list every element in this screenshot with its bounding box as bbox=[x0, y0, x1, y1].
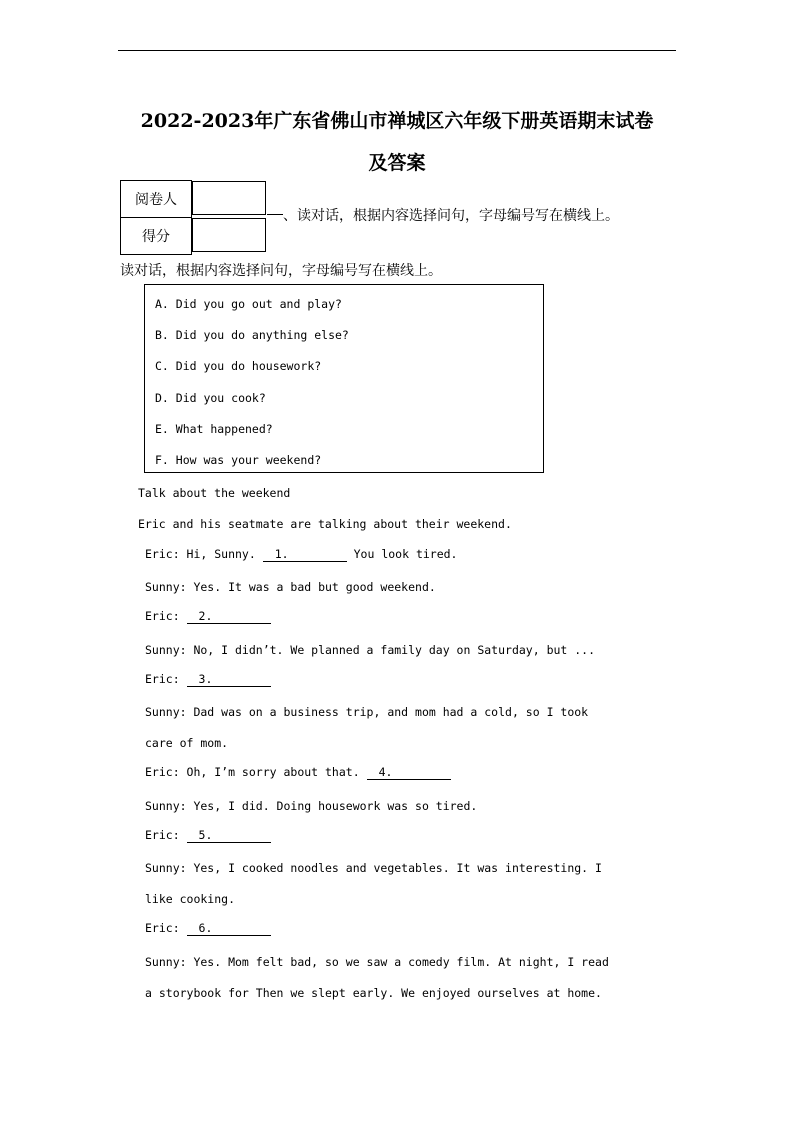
dialogue-line-4: Sunny: No, I didn’t. We planned a family day on Saturday, but ... bbox=[145, 643, 596, 657]
dialogue-line-12-cont: a storybook for Then we slept early. We enjoyed ourselves at home. bbox=[145, 986, 602, 1000]
dialogue-line-8: Sunny: Yes, I did. Doing housework was so tired. bbox=[145, 799, 478, 813]
grader-cell[interactable] bbox=[192, 181, 266, 215]
dialogue-line-10-cont: like cooking. bbox=[145, 892, 236, 906]
option-d: D. Did you cook? bbox=[155, 391, 266, 405]
dialogue-line-10: Sunny: Yes, I cooked noodles and vegetables. It was interesting. I bbox=[145, 861, 602, 875]
answer-blank-1[interactable]: 1. bbox=[263, 547, 347, 562]
dialogue-line-1: Eric: Hi, Sunny. 1. You look tired. bbox=[145, 547, 458, 561]
option-b: B. Did you do anything else? bbox=[155, 328, 349, 342]
option-c: C. Did you do housework? bbox=[155, 359, 322, 373]
dialogue-line-6-cont: care of mom. bbox=[145, 736, 229, 750]
page-title-continued: 及答案 bbox=[368, 152, 426, 174]
section-instruction: 读对话，根据内容选择问句，字母编号写在横线上。 bbox=[120, 263, 442, 279]
dialogue-line-3: Eric: 2. bbox=[145, 609, 271, 624]
score-cell[interactable] bbox=[192, 218, 266, 252]
dialogue-line-6: Sunny: Dad was on a business trip, and mom had a cold, so I took bbox=[145, 705, 589, 719]
answer-blank-3[interactable]: 3. bbox=[187, 672, 271, 687]
score-table bbox=[120, 180, 267, 255]
answer-blank-5[interactable]: 5. bbox=[187, 828, 271, 843]
dialogue-topic: Talk about the weekend bbox=[138, 486, 291, 500]
page-title: 2022-2023年广东省佛山市禅城区六年级下册英语期末试卷 bbox=[140, 110, 654, 132]
grader-label: 阅卷人 bbox=[121, 181, 192, 218]
dialogue-line-5: Eric: 3. bbox=[145, 672, 271, 687]
dialogue-line-12: Sunny: Yes. Mom felt bad, so we saw a comedy film. At night, I read bbox=[145, 955, 609, 969]
option-e: E. What happened? bbox=[155, 422, 273, 436]
option-f: F. How was your weekend? bbox=[155, 453, 322, 467]
dialogue-line-9: Eric: 5. bbox=[145, 828, 271, 843]
answer-blank-6[interactable]: 6. bbox=[187, 921, 271, 936]
dialogue-line-7: Eric: Oh, I’m sorry about that. 4. bbox=[145, 765, 451, 780]
score-label: 得分 bbox=[121, 218, 192, 255]
answer-blank-2[interactable]: 2. bbox=[187, 609, 271, 624]
dialogue-intro: Eric and his seatmate are talking about their weekend. bbox=[138, 517, 512, 531]
section-heading: 、读对话，根据内容选择问句，字母编号写在横线上。 bbox=[267, 205, 619, 225]
option-a: A. Did you go out and play? bbox=[155, 297, 342, 311]
dialogue-line-2: Sunny: Yes. It was a bad but good weekend. bbox=[145, 580, 436, 594]
options-box bbox=[144, 284, 544, 473]
answer-blank-4[interactable]: 4. bbox=[367, 765, 451, 780]
header-rule bbox=[118, 50, 676, 51]
dialogue-line-11: Eric: 6. bbox=[145, 921, 271, 936]
